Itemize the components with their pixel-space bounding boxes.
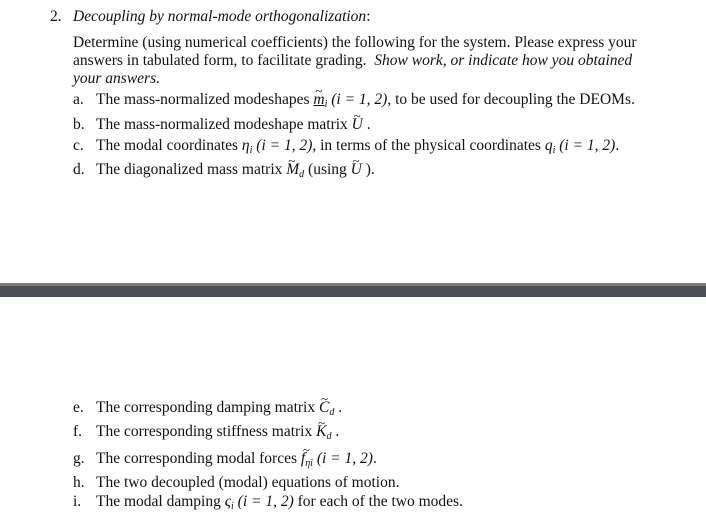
item-i-symbol: ς — [224, 493, 232, 510]
item-g-letter: g. — [73, 450, 85, 467]
item-f-symbol: ~ K — [316, 423, 326, 441]
item-e-symbol: ~ C — [319, 399, 329, 417]
item-a-symbol: ~ m — [313, 91, 324, 109]
item-h: The two decoupled (modal) equations of motion. — [96, 474, 400, 491]
item-g: The corresponding modal forces ~ $f_{\eta i}$ (i = 1, 2). — [96, 450, 377, 473]
item-a-letter: a. — [73, 91, 84, 108]
item-d-letter: d. — [73, 161, 85, 178]
problem-title: Decoupling by normal-mode orthogonalization: — [73, 8, 371, 25]
page-divider — [0, 283, 706, 297]
page-bottom — [0, 297, 706, 525]
instructions-line-1: Determine (using numerical coefficients) the following for the system. Please express your — [73, 34, 637, 51]
item-f: The corresponding stiffness matrix ~ $K_d$ . — [96, 423, 339, 446]
item-f-letter: f. — [73, 423, 83, 440]
item-h-letter: h. — [73, 474, 85, 491]
item-d-symbol: ~ M — [286, 161, 299, 179]
item-e-letter: e. — [73, 399, 84, 416]
item-b: The mass-normalized modeshape matrix ~ U . — [96, 116, 371, 134]
item-e: The corresponding damping matrix ~ $C_d$ . — [96, 399, 342, 422]
instructions-line-3: your answers. — [73, 70, 160, 87]
item-i: The modal damping $\varsigma_i$ (i = 1, 2) for each of the two modes. — [96, 493, 463, 512]
item-c: The modal coordinates $\eta_i$ (i = 1, 2), in terms of the physical coordinates $q_i$ (i = 1, 2). — [96, 137, 620, 156]
problem-number: 2. — [50, 8, 62, 25]
item-d: The diagonalized mass matrix ~ $M_d$ (using ~ U ). — [96, 161, 375, 184]
item-b-symbol: ~ U — [352, 116, 363, 134]
item-c-symbol: η — [241, 137, 250, 154]
item-c-letter: c. — [73, 137, 84, 154]
instructions-line-2: answers in tabulated form, to facilitate grading. Show work, or indicate how you obtained — [73, 52, 633, 69]
item-b-letter: b. — [73, 116, 85, 133]
item-a: The mass-normalized modeshapes ~ $m_i$ (i = 1, 2), to be used for decoupling the DEOMs. — [96, 91, 635, 114]
item-g-symbol: ~ f — [301, 450, 305, 468]
item-i-letter: i. — [73, 493, 82, 510]
